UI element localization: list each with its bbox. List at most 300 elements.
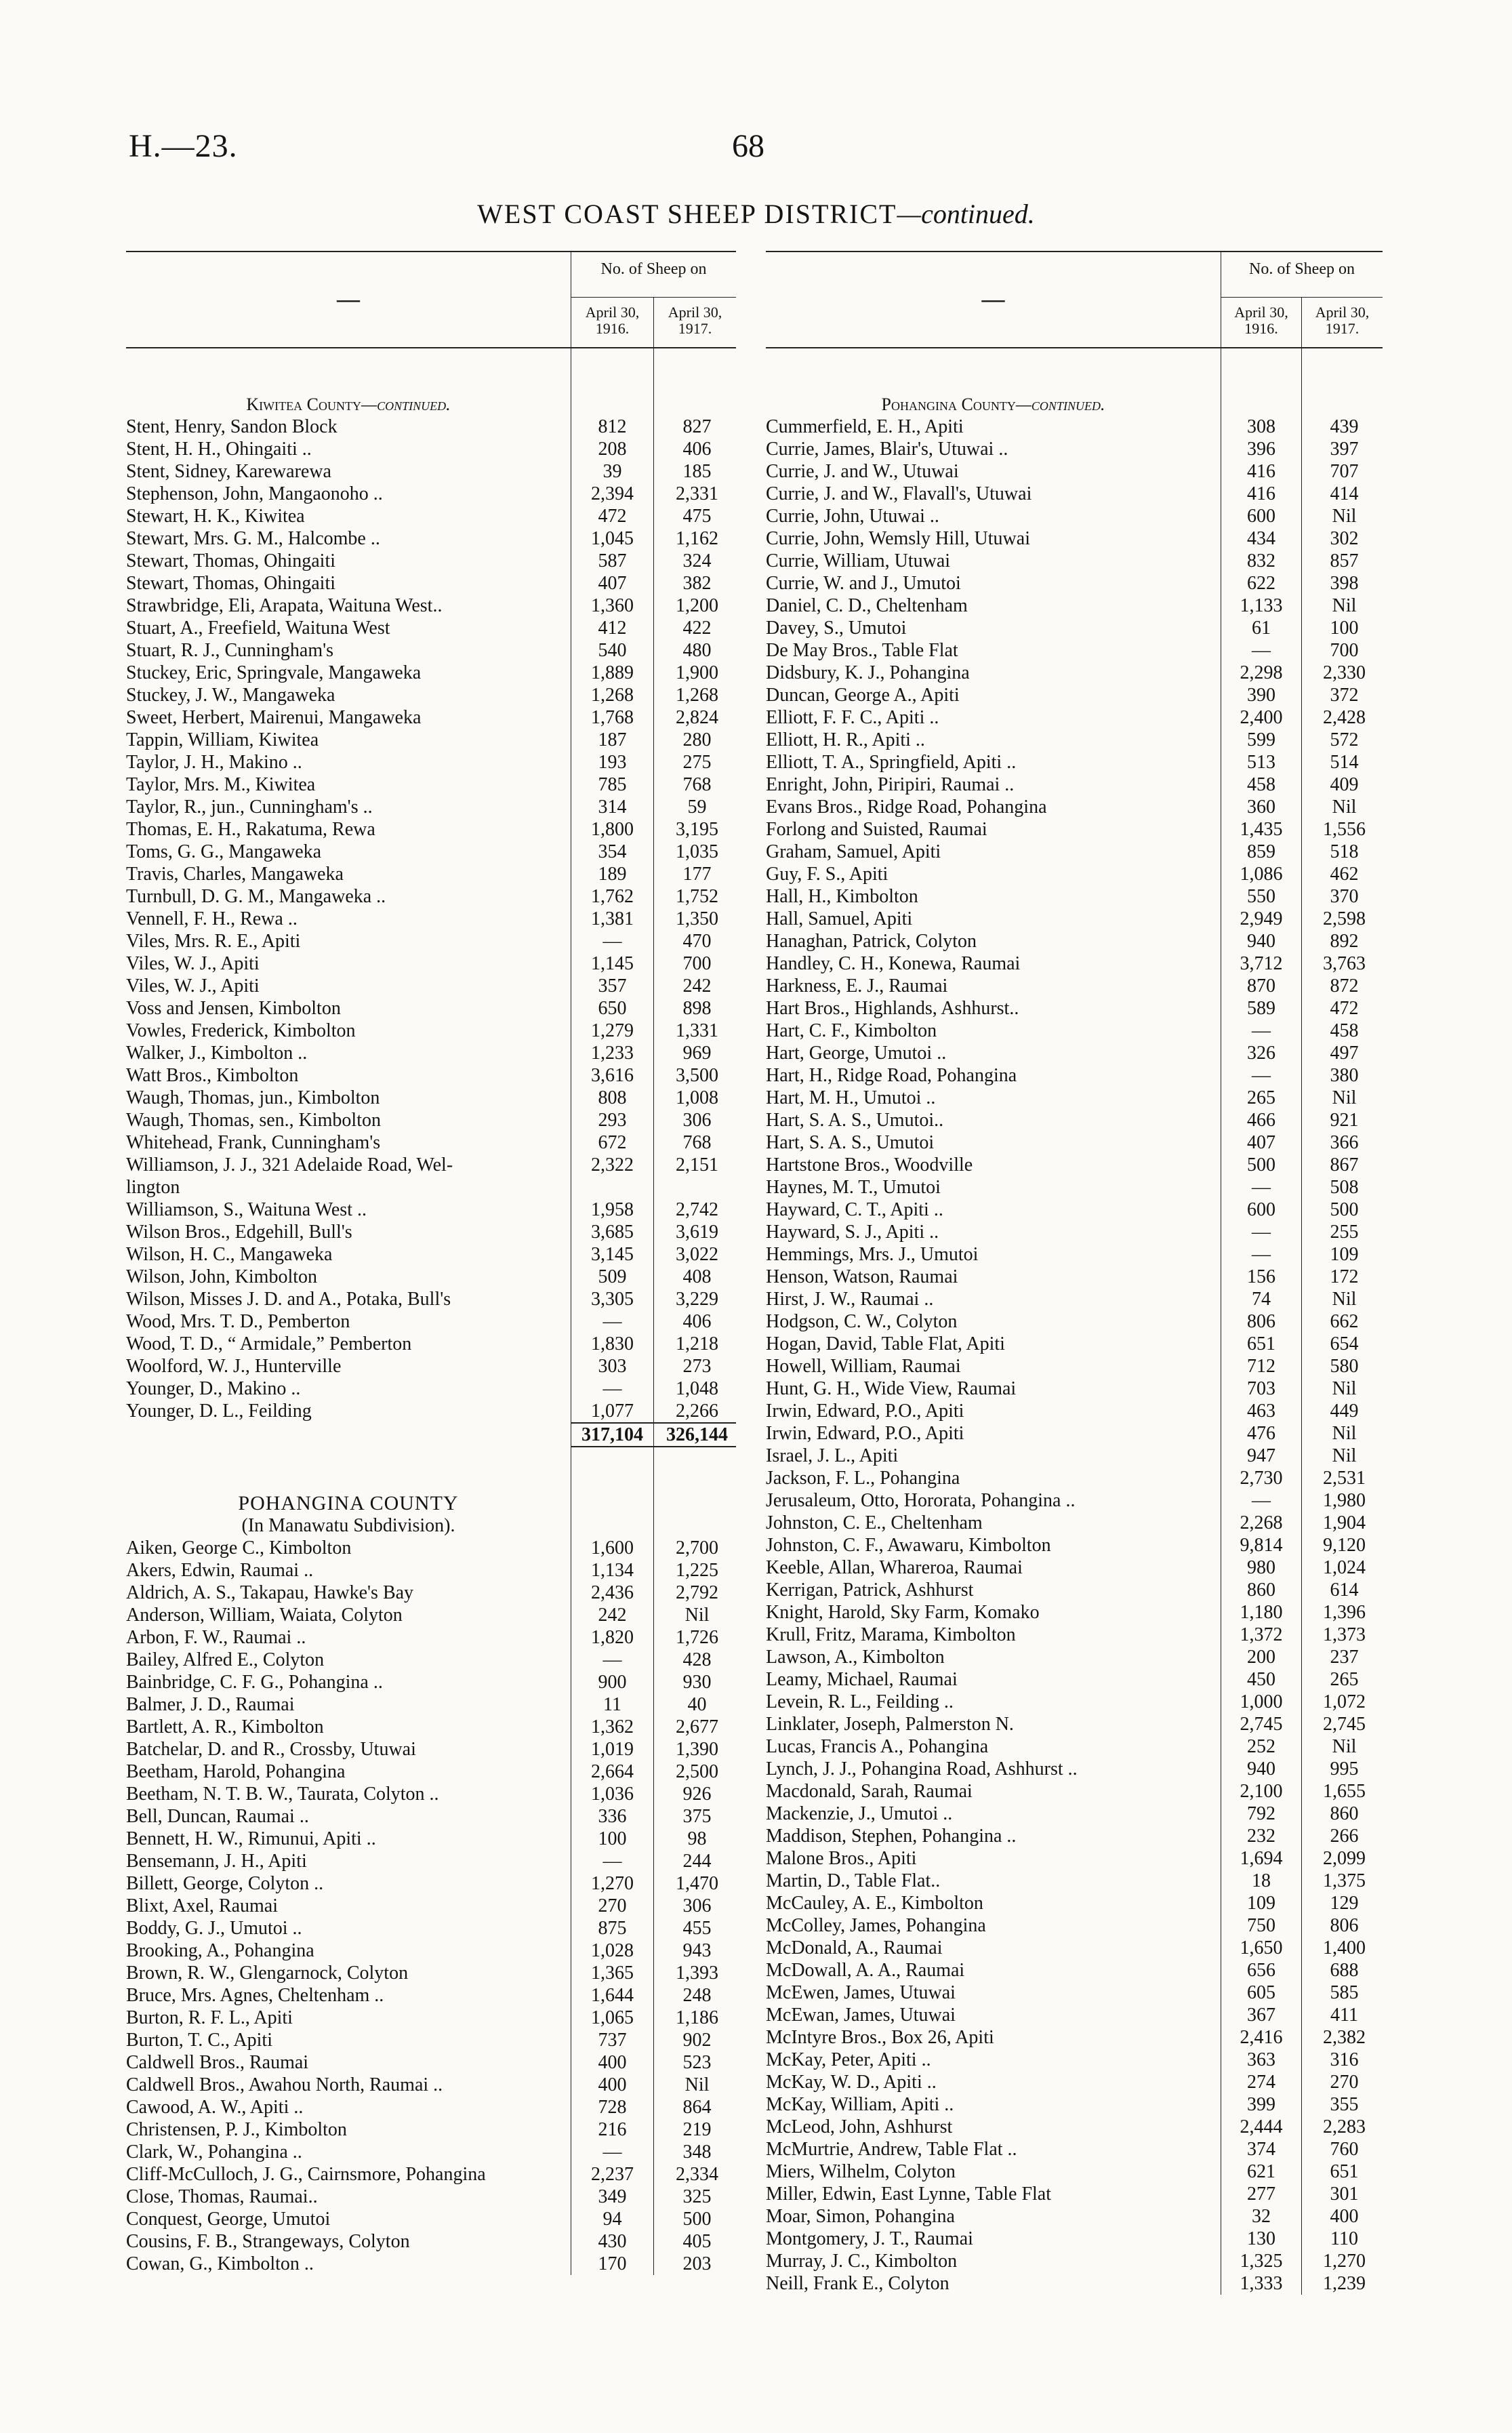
farmer-name-text: Martin, D., Table Flat.. <box>766 1870 941 1891</box>
blank-cell <box>126 1470 571 1492</box>
sheep-1916: 2,745 <box>1221 1713 1301 1735</box>
leader-dots <box>300 1378 571 1400</box>
farmer-name <box>766 818 1221 841</box>
farmer-name <box>766 1355 1221 1378</box>
farmer-name <box>766 527 1221 550</box>
sheep-1916: 587 <box>571 550 653 572</box>
leader-dots <box>977 930 1221 952</box>
leader-dots <box>1031 483 1221 505</box>
sheep-1917: 480 <box>653 639 736 662</box>
leader-dots <box>335 572 571 595</box>
sheep-1916: 540 <box>571 639 653 662</box>
sheep-1917: 497 <box>1301 1042 1383 1064</box>
sheep-1917: 475 <box>653 505 736 527</box>
farmer-name <box>766 2160 1221 2183</box>
leader-dots <box>958 1668 1221 1691</box>
sheep-1916: 412 <box>571 617 653 639</box>
leader-dots <box>983 1892 1221 1914</box>
sheep-1917: 514 <box>1301 751 1383 773</box>
farmer-name: Williamson, J. J., 321 Adelaide Road, Wel- <box>126 1154 453 1175</box>
sheep-1917: 301 <box>1301 2183 1383 2205</box>
sheep-1916: 940 <box>1221 930 1301 952</box>
farmer-name-text: Hart, H., Ridge Road, Pohangina <box>766 1065 1017 1086</box>
sheep-1917: 651 <box>1301 2160 1383 2183</box>
leader-dots <box>300 930 571 952</box>
farmer-name-text: Keeble, Allan, Whareroa, Raumai <box>766 1557 1023 1578</box>
leader-dots <box>375 818 571 841</box>
leader-dots <box>956 2004 1221 2026</box>
leader-dots <box>1030 527 1221 550</box>
leader-dots <box>934 1131 1221 1154</box>
sheep-1917: 428 <box>653 1649 736 1671</box>
farmer-name <box>766 1288 1221 1310</box>
farmer-name-text: Jerusaleum, Otto, Hororata, Pohangina .. <box>766 1490 1076 1511</box>
section-continued: —continued. <box>1015 395 1105 414</box>
farmer-name-text: Guy, F. S., Apiti <box>766 864 888 885</box>
sheep-1916: 252 <box>1221 1735 1301 1758</box>
sheep-1917: 439 <box>1301 416 1383 438</box>
farmer-name-text: Aiken, George C., Kimbolton <box>126 1537 352 1559</box>
leader-dots <box>302 751 571 773</box>
leader-dots <box>943 1199 1221 1221</box>
farmer-name-text: Younger, D. L., Feilding <box>126 1401 312 1422</box>
farmer-name-text: Younger, D., Makino .. <box>126 1378 301 1399</box>
farmer-name-text: Taylor, Mrs. M., Kiwitea <box>126 774 316 795</box>
leader-dots <box>964 1959 1221 1982</box>
sheep-1917: Nil <box>1301 1735 1383 1758</box>
section-continued: —continued. <box>361 395 451 414</box>
farmer-name <box>126 1984 571 2007</box>
sheep-1916: 1,372 <box>1221 1624 1301 1646</box>
sheep-1917: 2,334 <box>653 2163 736 2186</box>
farmer-name <box>126 908 571 930</box>
sheep-1916: 293 <box>571 1109 653 1131</box>
sheep-1916: 357 <box>571 975 653 997</box>
farmer-name-text: Taylor, R., jun., Cunningham's .. <box>126 797 373 818</box>
farmer-name-text: Voss and Jensen, Kimbolton <box>126 998 341 1019</box>
farmer-name-text: Stent, Henry, Sandon Block <box>126 416 338 437</box>
farmer-name-text: Stuart, A., Freefield, Waituna West <box>126 618 390 639</box>
leader-dots <box>960 1467 1221 1489</box>
sheep-1917: 109 <box>1301 1243 1383 1266</box>
leader-dots <box>1014 773 1221 796</box>
farmer-name <box>126 1604 571 1626</box>
farmer-name-text: McColley, James, Pohangina <box>766 1915 986 1936</box>
farmer-name <box>126 1537 571 1559</box>
sheep-1916: 737 <box>571 2029 653 2051</box>
leader-dots <box>1016 1825 1221 1847</box>
farmer-name-text: Wilson, Misses J. D. and A., Potaka, Bull's <box>126 1289 451 1310</box>
farmer-name <box>766 595 1221 617</box>
sheep-1917: 2,500 <box>653 1761 736 1783</box>
leader-dots <box>994 2026 1221 2049</box>
farmer-name <box>766 796 1221 818</box>
farmer-name-text: Levein, R. L., Feilding .. <box>766 1691 954 1712</box>
farmer-name-text: Cawood, A. W., Apiti .. <box>126 2097 304 2118</box>
farmer-name-text: Irwin, Edward, P.O., Apiti <box>766 1401 964 1422</box>
leader-dots <box>937 1020 1221 1042</box>
sheep-1916: 500 <box>1221 1154 1301 1176</box>
farmer-name <box>766 2183 1221 2205</box>
leader-dots <box>898 1445 1221 1467</box>
leader-dots <box>318 2186 571 2208</box>
sheep-1916: 940 <box>1221 1758 1301 1780</box>
farmer-name <box>766 572 1221 595</box>
farmer-name-text: Elliott, F. F. C., Apiti .. <box>766 707 939 728</box>
farmer-name-text: Irwin, Edward, P.O., Apiti <box>766 1423 964 1444</box>
sheep-1916: 808 <box>571 1087 653 1109</box>
leader-dots <box>390 617 571 639</box>
sheep-1916: 193 <box>571 751 653 773</box>
sheep-1916: 374 <box>1221 2138 1301 2160</box>
sheep-1916: 1,381 <box>571 908 653 930</box>
leader-dots <box>950 550 1221 572</box>
empty-value-cell <box>571 1492 653 1514</box>
farmer-name-text: Johnston, C. F., Awawaru, Kimbolton <box>766 1535 1051 1556</box>
farmer-name <box>766 706 1221 729</box>
blank-cell <box>766 348 1221 371</box>
farmer-name <box>126 1243 571 1266</box>
farmer-name <box>126 1716 571 1738</box>
total-label <box>126 1422 571 1445</box>
leader-dots <box>293 2007 571 2029</box>
sheep-1917: 266 <box>1301 1825 1383 1847</box>
leader-dots <box>1075 1489 1221 1512</box>
sheep-1917: 100 <box>1301 617 1383 639</box>
leader-dots <box>376 1828 571 1850</box>
sheep-1917: 414 <box>1301 483 1383 505</box>
farmer-name <box>766 1937 1221 1959</box>
sheep-1916: 1,644 <box>571 1984 653 2007</box>
farmer-name <box>766 952 1221 975</box>
leader-dots <box>331 460 571 483</box>
farmer-name-text: Whitehead, Frank, Cunningham's <box>126 1132 381 1153</box>
farmer-name <box>126 1917 571 1939</box>
leader-dots <box>443 2074 571 2096</box>
farmer-name <box>766 416 1221 438</box>
farmer-name <box>126 2051 571 2074</box>
farmer-name-text: Cousins, F. B., Strangeways, Colyton <box>126 2231 410 2252</box>
farmer-name <box>766 1982 1221 2004</box>
farmer-name <box>766 1489 1221 1512</box>
sheep-1916: 1,768 <box>571 706 653 729</box>
empty-value-cell <box>653 1470 736 1492</box>
farmer-name-text: Linklater, Joseph, Palmerston N. <box>766 1714 1014 1735</box>
sheep-1917: 244 <box>653 1850 736 1872</box>
leader-dots <box>888 863 1221 885</box>
farmer-name <box>766 930 1221 952</box>
farmer-name <box>766 1064 1221 1087</box>
farmer-name <box>766 550 1221 572</box>
farmer-name <box>126 595 571 617</box>
leader-dots <box>380 1087 571 1109</box>
sheep-1917: 1,396 <box>1301 1601 1383 1624</box>
farmer-name <box>766 1243 1221 1266</box>
sheep-1916: 812 <box>571 416 653 438</box>
farmer-name <box>766 1131 1221 1154</box>
leader-dots <box>333 1243 571 1266</box>
sheep-1917: 872 <box>1301 975 1383 997</box>
farmer-name <box>766 1959 1221 1982</box>
sheep-1916: 367 <box>1221 2004 1301 2026</box>
leader-dots <box>943 1937 1221 1959</box>
sheep-1917: 806 <box>1301 1914 1383 1937</box>
sheep-1916: 785 <box>571 773 653 796</box>
sheep-1917: 265 <box>1301 1668 1383 1691</box>
sheep-1917: 449 <box>1301 1400 1383 1422</box>
right-table-header <box>766 252 1383 348</box>
sheep-1916: 400 <box>571 2051 653 2074</box>
leader-dots <box>978 1243 1221 1266</box>
leader-dots <box>338 416 571 438</box>
farmer-name <box>766 1154 1221 1176</box>
sheep-1917: 366 <box>1301 1131 1383 1154</box>
sheep-1917: 398 <box>1301 572 1383 595</box>
sheep-count-header: No. of Sheep on <box>571 252 736 298</box>
leader-dots <box>933 1288 1221 1310</box>
leader-dots <box>957 1310 1221 1333</box>
farmer-name <box>126 1962 571 1984</box>
farmer-name <box>126 2096 571 2118</box>
sheep-1916: 265 <box>1221 1087 1301 1109</box>
farmer-name <box>766 751 1221 773</box>
farmer-name-text: Lawson, A., Kimbolton <box>766 1647 945 1668</box>
sheep-1916: 208 <box>571 438 653 460</box>
sheep-1916: 1,650 <box>1221 1937 1301 1959</box>
farmer-name-text: Elliott, T. A., Springfield, Apiti .. <box>766 752 1017 773</box>
empty-value-cell <box>1221 348 1301 371</box>
farmer-name-text: Evans Bros., Ridge Road, Pohangina <box>766 797 1047 818</box>
sheep-1917: 316 <box>1301 2049 1383 2071</box>
sheep-1917: 654 <box>1301 1333 1383 1355</box>
farmer-name-text: Cowan, G., Kimbolton .. <box>126 2253 314 2274</box>
sheep-1916: — <box>571 2141 653 2163</box>
sheep-1916: 1,086 <box>1221 863 1301 885</box>
sheep-1917: 3,763 <box>1301 952 1383 975</box>
sheep-1917: 3,229 <box>653 1288 736 1310</box>
section-heading: POHANGINA COUNTY <box>238 1492 459 1514</box>
farmer-name <box>766 1870 1221 1892</box>
sheep-1917: 177 <box>653 863 736 885</box>
sheep-1916: 2,444 <box>1221 2116 1301 2138</box>
farmer-name <box>766 1803 1221 1825</box>
leader-dots <box>940 1870 1221 1892</box>
leader-dots <box>350 1310 571 1333</box>
farmer-name-text: Vennell, F. H., Rewa .. <box>126 908 298 929</box>
sheep-1916: 1,028 <box>571 1939 653 1962</box>
farmer-name <box>126 1850 571 1872</box>
farmer-name <box>766 975 1221 997</box>
leader-dots <box>956 1982 1221 2004</box>
farmer-name <box>126 1559 571 1582</box>
leader-dots <box>1040 1601 1221 1624</box>
farmer-name-text: Wood, T. D., “ Armidale,” Pemberton <box>126 1333 412 1354</box>
sheep-1917: 255 <box>1301 1221 1383 1243</box>
sheep-1917: 860 <box>1301 1803 1383 1825</box>
farmer-name-text: McMurtrie, Andrew, Table Flat .. <box>766 2139 1017 2160</box>
leader-dots <box>323 1872 571 1895</box>
sheep-1916: 3,616 <box>571 1064 653 1087</box>
farmer-name-text: Howell, William, Raumai <box>766 1356 961 1377</box>
sheep-1916: 1,600 <box>571 1537 653 1559</box>
farmer-name <box>126 2230 571 2253</box>
sheep-1917: 1,331 <box>653 1020 736 1042</box>
sheep-1916: 242 <box>571 1604 653 1626</box>
sheep-1916: — <box>571 930 653 952</box>
farmer-name <box>766 1512 1221 1534</box>
farmer-name <box>126 997 571 1020</box>
farmer-name <box>126 1783 571 1805</box>
sheep-1917: 400 <box>1301 2205 1383 2228</box>
sheep-1917: 382 <box>653 572 736 595</box>
sheep-1916: 32 <box>1221 2205 1301 2228</box>
farmer-name <box>766 1601 1221 1624</box>
sheep-1917: 110 <box>1301 2228 1383 2250</box>
farmer-name-text: Hayward, S. J., Apiti .. <box>766 1222 939 1243</box>
farmer-name-text: Currie, James, Blair's, Utuwai .. <box>766 439 1008 460</box>
farmer-name <box>766 1713 1221 1735</box>
sheep-1916: 1,279 <box>571 1020 653 1042</box>
sheep-1917: 129 <box>1301 1892 1383 1914</box>
farmer-name <box>766 1042 1221 1064</box>
farmer-name <box>126 1087 571 1109</box>
farmer-name-text: Balmer, J. D., Raumai <box>126 1694 295 1715</box>
farmer-name-text: Cummerfield, E. H., Apiti <box>766 416 964 437</box>
farmer-name <box>766 2049 1221 2071</box>
farmer-name-text: Harkness, E. J., Raumai <box>766 976 948 997</box>
sheep-1916: 672 <box>571 1131 653 1154</box>
sheep-1917: Nil <box>1301 1378 1383 1400</box>
farmer-name <box>766 2116 1221 2138</box>
sheep-1917: 2,824 <box>653 706 736 729</box>
sheep-1917: 580 <box>1301 1355 1383 1378</box>
farmer-name-text: Currie, William, Utuwai <box>766 550 951 571</box>
sheep-1917: 1,072 <box>1301 1691 1383 1713</box>
leader-dots <box>278 1895 571 1917</box>
sheep-1916: 2,394 <box>571 483 653 505</box>
farmer-name-text: Krull, Fritz, Marama, Kimbolton <box>766 1624 1016 1645</box>
farmer-name-text: Elliott, H. R., Apiti .. <box>766 729 925 750</box>
leader-dots <box>351 1537 571 1559</box>
farmer-name <box>126 639 571 662</box>
leader-dots <box>309 1805 571 1828</box>
farmer-name <box>126 2208 571 2230</box>
name-column-header: — <box>337 287 360 312</box>
sheep-1917: 902 <box>653 2029 736 2051</box>
farmer-name-text: Currie, J. and W., Utuwai <box>766 461 959 482</box>
sheep-1916: 450 <box>1221 1668 1301 1691</box>
leader-dots <box>968 595 1221 617</box>
farmer-name <box>126 572 571 595</box>
sheep-1917: 406 <box>653 438 736 460</box>
farmer-name <box>126 2253 571 2275</box>
sheep-1916: 274 <box>1221 2071 1301 2093</box>
sheep-1917: 270 <box>1301 2071 1383 2093</box>
farmer-name-text: Burton, R. F. L., Apiti <box>126 2007 293 2028</box>
sheep-1917: 2,428 <box>1301 706 1383 729</box>
sheep-1917: 172 <box>1301 1266 1383 1288</box>
sheep-1916: 875 <box>571 1917 653 1939</box>
farmer-name-text: Wilson, John, Kimbolton <box>126 1266 317 1287</box>
farmer-name-text: McCauley, A. E., Kimbolton <box>766 1893 983 1914</box>
sheep-1916: 832 <box>1221 550 1301 572</box>
farmer-name-text: Taylor, J. H., Makino .. <box>126 752 302 773</box>
farmer-name <box>766 2205 1221 2228</box>
empty-value-cell <box>571 1470 653 1492</box>
leader-dots <box>961 572 1221 595</box>
leader-dots <box>1047 796 1221 818</box>
leader-dots <box>324 1716 571 1738</box>
sheep-1917: 472 <box>1301 997 1383 1020</box>
sheep-1916: 349 <box>571 2186 653 2208</box>
sheep-1917: 508 <box>1301 1176 1383 1199</box>
farmer-name <box>766 505 1221 527</box>
farmer-name <box>766 2026 1221 2049</box>
sheep-1917: 827 <box>653 416 736 438</box>
sheep-1917: 688 <box>1301 1959 1383 1982</box>
farmer-name <box>126 684 571 706</box>
leader-dots <box>983 1512 1221 1534</box>
leader-dots <box>1017 1064 1221 1087</box>
farmer-name-text: Turnbull, D. G. M., Mangaweka .. <box>126 886 386 907</box>
leader-dots <box>1051 2183 1221 2205</box>
leader-dots <box>941 1176 1221 1199</box>
leader-dots <box>314 1939 571 1962</box>
sheep-1916: 1,233 <box>571 1042 653 1064</box>
leader-dots <box>956 2160 1221 2183</box>
sheep-1917: 1,225 <box>653 1559 736 1582</box>
sheep-1917: 1,900 <box>653 662 736 684</box>
leader-dots <box>1005 1333 1221 1355</box>
leader-dots <box>307 1850 571 1872</box>
farmer-name-continued: lington <box>126 1177 180 1198</box>
farmer-name <box>766 2272 1221 2295</box>
sheep-1916: 2,268 <box>1221 1512 1301 1534</box>
leader-dots <box>367 1199 571 1221</box>
farmer-name-text: Walker, J., Kimbolton .. <box>126 1043 308 1064</box>
sheep-1916: 326 <box>1221 1042 1301 1064</box>
leader-dots <box>958 639 1221 662</box>
leader-dots <box>1051 1534 1221 1556</box>
leader-dots <box>341 1355 571 1378</box>
farmer-name <box>766 1646 1221 1668</box>
leader-dots <box>916 1847 1221 1870</box>
sheep-1917: 2,792 <box>653 1582 736 1604</box>
sheep-1916: 2,298 <box>1221 662 1301 684</box>
section-name: Kiwitea County <box>246 395 361 414</box>
farmer-name <box>126 1355 571 1378</box>
sheep-1917: 1,200 <box>653 595 736 617</box>
sheep-1917: 500 <box>653 2208 736 2230</box>
leader-dots <box>381 1109 571 1131</box>
leader-dots <box>943 1109 1221 1131</box>
leader-dots <box>403 1604 571 1626</box>
leader-dots <box>939 706 1221 729</box>
farmer-name <box>126 1131 571 1154</box>
total-1916: 317,104 <box>571 1422 653 1446</box>
leader-dots <box>260 952 571 975</box>
sheep-1916: 1,000 <box>1221 1691 1301 1713</box>
farmer-name <box>766 1914 1221 1937</box>
sheep-1916: 3,305 <box>571 1288 653 1310</box>
sheep-1916: 9,814 <box>1221 1534 1301 1556</box>
sheep-1917: 3,619 <box>653 1221 736 1243</box>
farmer-name <box>126 2007 571 2029</box>
farmer-name <box>766 1691 1221 1713</box>
sheep-1916: 1,360 <box>571 595 653 617</box>
farmer-name <box>126 751 571 773</box>
sheep-1916: 1,134 <box>571 1559 653 1582</box>
